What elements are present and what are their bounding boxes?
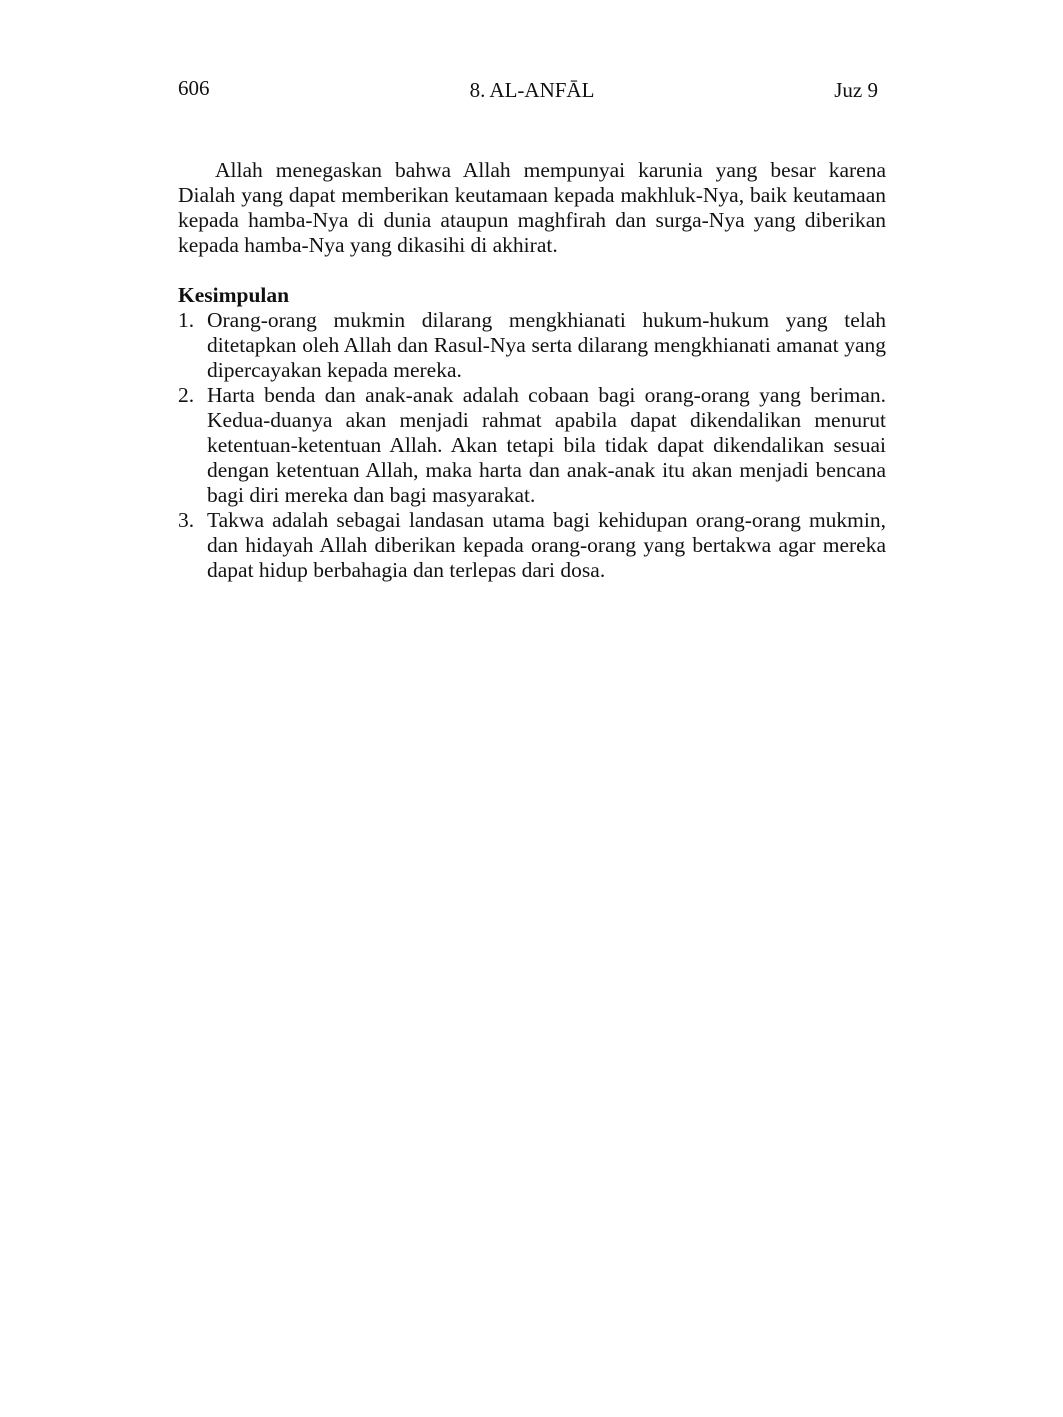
intro-paragraph: Allah menegaskan bahwa Allah mempunyai karunia yang besar karena Dialah yang dapat memberikan keutamaan kepada makhluk-Nya, baik keutamaan kepada hamba-Nya di dunia ataupun maghfirah dan surga-Nya yang diberikan kepada hamba-Nya yang dikasihi di akhirat.	[178, 158, 886, 257]
document-page	[178, 70, 886, 583]
running-header	[178, 70, 886, 110]
section-heading-kesimpulan: Kesimpulan	[178, 283, 290, 307]
juz-label: Juz 9	[834, 78, 878, 102]
list-item-number: 3.	[178, 508, 195, 532]
chapter-title: 8. AL-ANFĀL	[469, 78, 595, 102]
list-item	[178, 508, 886, 583]
conclusion-list	[178, 308, 886, 583]
list-item-text: Harta benda dan anak-anak adalah cobaan bagi orang-orang yang beriman. Kedua-duanya akan menjadi rahmat apabila dapat dikendalikan menurut ketentuan-ketentuan Allah. Akan tetapi bila tidak dapat dikendalikan sesuai dengan ketentuan Allah, maka harta dan anak-anak itu akan menjadi bencana bagi diri mereka dan bagi masyarakat.	[207, 383, 886, 507]
list-item-text: Takwa adalah sebagai landasan utama bagi kehidupan orang-orang mukmin, dan hidayah Allah diberikan kepada orang-orang yang bertakwa agar mereka dapat hidup berbahagia dan terlepas dari dosa.	[207, 508, 886, 582]
list-item-text: Orang-orang mukmin dilarang mengkhianati hukum-hukum yang telah ditetapkan oleh Allah dan Rasul-Nya serta dilarang mengkhianati amanat yang dipercayakan kepada mereka.	[207, 308, 886, 382]
page-number: 606	[178, 76, 210, 100]
list-item	[178, 308, 886, 383]
list-item-number: 2.	[178, 383, 195, 407]
list-item-number: 1.	[178, 308, 195, 332]
list-item	[178, 383, 886, 508]
